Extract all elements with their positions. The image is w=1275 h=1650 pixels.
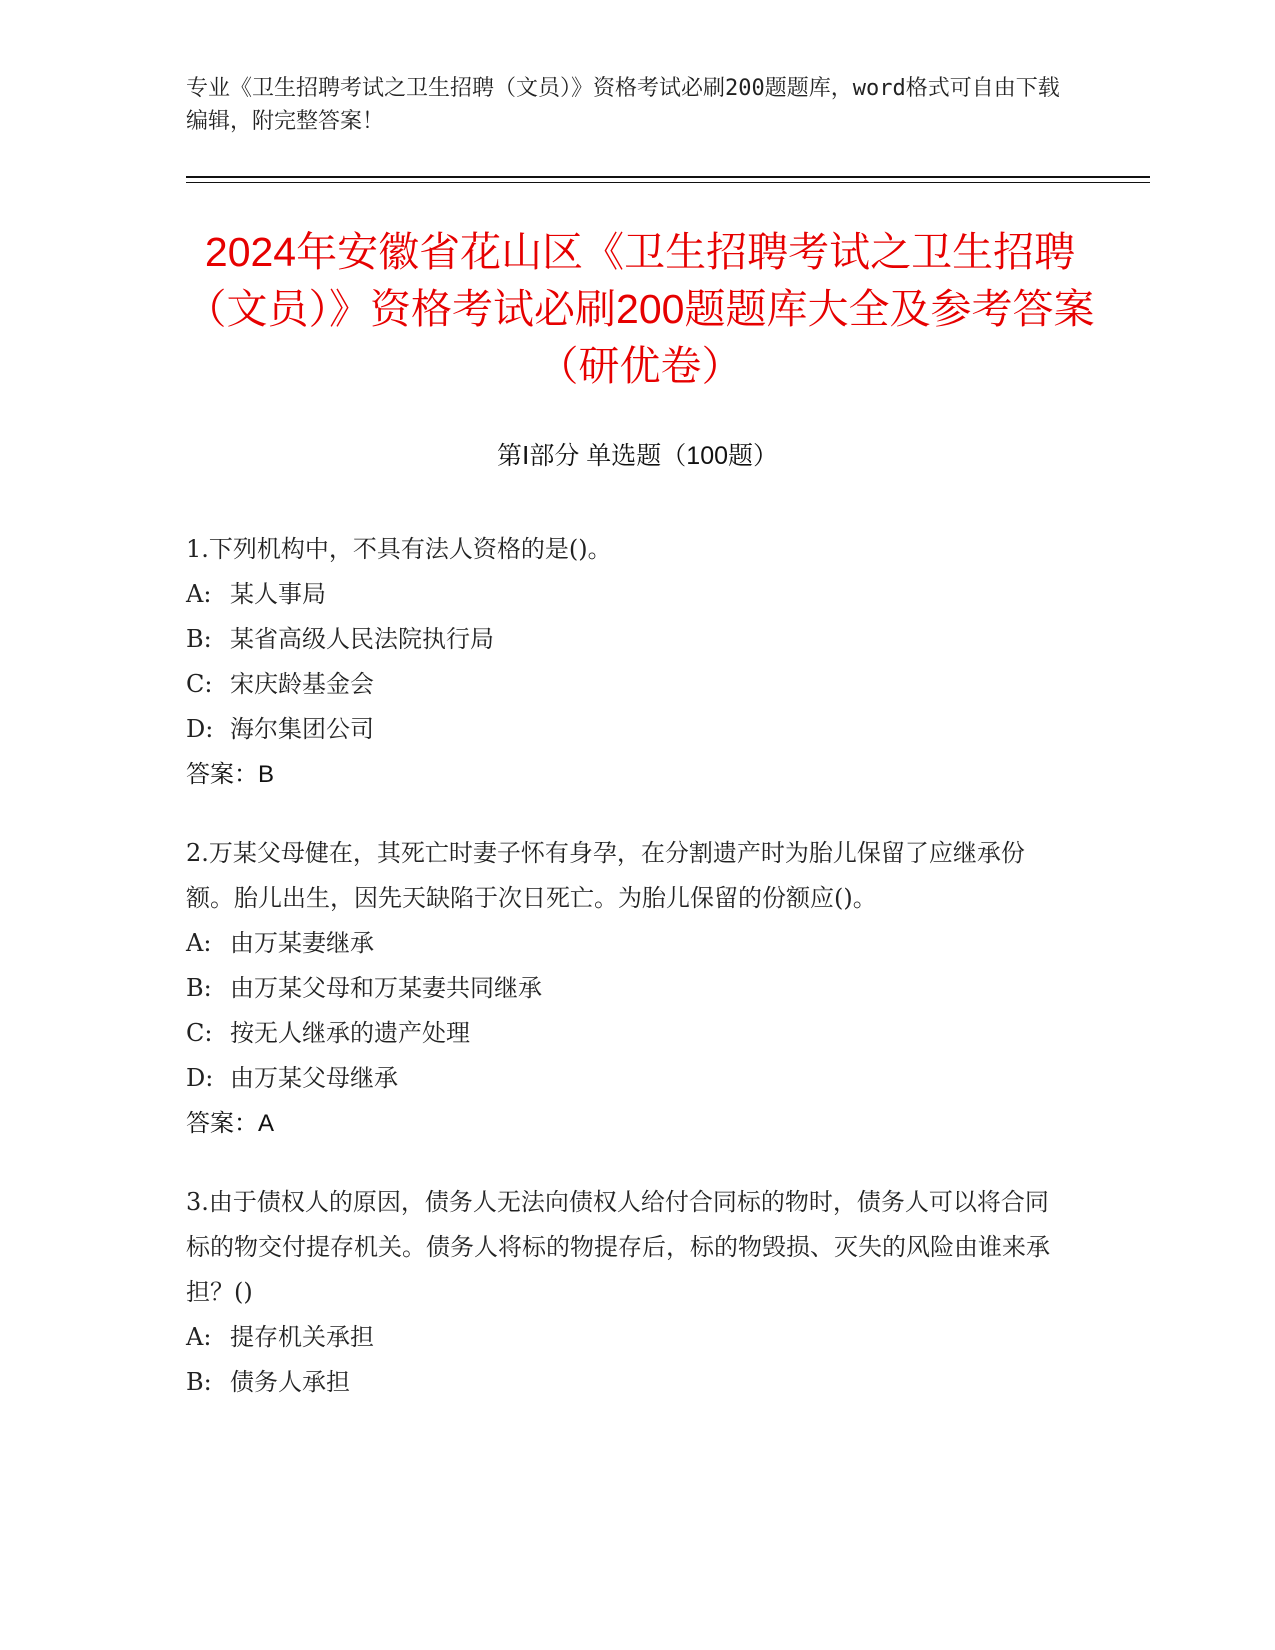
option-b	[186, 966, 1066, 1011]
option-a	[186, 572, 1066, 617]
question-list	[186, 527, 1066, 1439]
option-c	[186, 662, 1066, 707]
header-note: 专业《卫生招聘考试之卫生招聘（文员）》资格考试必刷200题题库，word格式可自由下载编辑，附完整答案！	[186, 76, 1060, 134]
option-letter: C:	[186, 670, 213, 698]
option-text: 提存机关承担	[230, 1323, 374, 1351]
option-letter: B:	[186, 1368, 212, 1396]
answer-line: 答案：B	[186, 761, 275, 788]
question-stem: 3.由于债权人的原因，债务人无法向债权人给付合同标的物时，债务人可以将合同标的物交付提存机关。债务人将标的物提存后，标的物毁损、灭失的风险由谁来承担？()	[186, 1188, 1050, 1306]
question-stem: 1.下列机构中，不具有法人资格的是()。	[186, 535, 612, 563]
option-text: 由万某父母继承	[230, 1064, 398, 1092]
header-divider	[186, 176, 1150, 178]
question-item	[186, 831, 1066, 1146]
option-text: 由万某父母和万某妻共同继承	[230, 974, 542, 1002]
option-letter: A:	[186, 580, 212, 608]
option-d	[186, 707, 1066, 752]
option-text: 由万某妻继承	[230, 929, 374, 957]
option-letter: B:	[186, 974, 212, 1002]
question-item	[186, 1180, 1066, 1405]
question-item	[186, 527, 1066, 797]
question-stem: 2.万某父母健在，其死亡时妻子怀有身孕，在分割遗产时为胎儿保留了应继承份额。胎儿出生，因先天缺陷于次日死亡。为胎儿保留的份额应()。	[186, 839, 1025, 912]
option-letter: C:	[186, 1019, 213, 1047]
option-text: 某省高级人民法院执行局	[230, 625, 494, 653]
document-title: 2024年安徽省花山区《卫生招聘考试之卫生招聘（文员）》资格考试必刷200题题库大全及参考答案（研优卷）	[185, 229, 1095, 389]
header-divider-thin	[186, 182, 1150, 183]
option-text: 某人事局	[230, 580, 326, 608]
option-letter: A:	[186, 1323, 212, 1351]
option-letter: B:	[186, 625, 212, 653]
option-b	[186, 617, 1066, 662]
section-title: 第Ⅰ部分 单选题（100题）	[496, 442, 779, 470]
option-letter: D:	[186, 715, 214, 743]
option-text: 按无人继承的遗产处理	[230, 1019, 470, 1047]
option-d	[186, 1056, 1066, 1101]
option-letter: A:	[186, 929, 212, 957]
option-letter: D:	[186, 1064, 214, 1092]
option-b	[186, 1360, 1066, 1405]
option-text: 海尔集团公司	[230, 715, 374, 743]
option-text: 宋庆龄基金会	[230, 670, 374, 698]
option-c	[186, 1011, 1066, 1056]
answer-line: 答案：A	[186, 1110, 275, 1137]
option-text: 债务人承担	[230, 1368, 350, 1396]
option-a	[186, 921, 1066, 966]
option-a	[186, 1315, 1066, 1360]
